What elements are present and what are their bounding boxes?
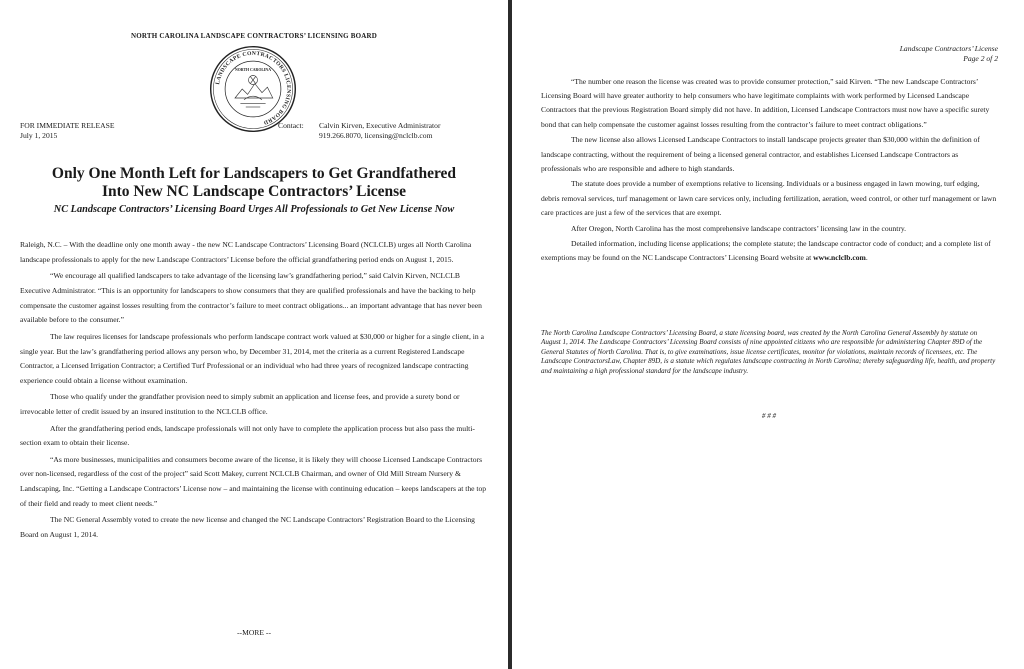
paragraph: “We encourage all qualified landscapers to take advantage of the licensing law’s grandfathering period,” said Calvin Kirven, NCLCLB Executive Administrator. “This is an opportunity for landscapers to show consumers that they are qualified professionals and have the backing to help compensate the customer against losses resulting from the contractor’s failure to meet contract obligations... an important advantage that has never been available before to the consumer.” xyxy=(20,271,482,325)
paragraph-text: Detailed information, including license applications; the complete statute; the landscape contractor code of conduct; and a complete list of exemptions may be found on the NC Landscape Contractors’ Licensing Board website at xyxy=(541,239,991,263)
contact-block xyxy=(278,121,440,141)
release-label: FOR IMMEDIATE RELEASE xyxy=(20,121,115,130)
about-board-paragraph: The North Carolina Landscape Contractors’ Licensing Board, a state licensing board, was created by the North Carolina General Assembly by statute on August 1, 2014. The Landscape Contractors’ Licensing Board consists of nine appointed citizens who are responsible for administering Chapter 89D of the General Statutes of North Carolina. That is, to give examinations, issue license certificates, monitor for violations, maintain records of licensees, etc. The Landscape ContractorsLaw, Chapter 89D, is a statute which regulates landscape contracting in North Carolina; thereby safeguarding life, health, and property and maintaining a high professional standard for the landscape industry. xyxy=(541,329,996,375)
page-2-header xyxy=(900,44,998,64)
contact-details: 919.266.8070, licensing@nclclb.com xyxy=(319,131,433,140)
website-link[interactable]: www.nclclb.com xyxy=(813,253,866,263)
headline-line-1: Only One Month Left for Landscapers to Get Grandfathered xyxy=(51,165,457,182)
paragraph: The new license also allows Licensed Landscape Contractors to install landscape projects greater than $30,000 within the definition of landscape contracting, without the requirement of being a licensed general contractor, and establishes Licensed Landscape Contractors as professionals who are responsible and adhere to high standards. xyxy=(541,135,980,173)
paragraph: After the grandfathering period ends, landscape professionals will not only have to complete the application process but also pass the multi-section exam to obtain their license. xyxy=(20,423,475,448)
paragraph: “The number one reason the license was created was to provide consumer protection,” said Kirven. “The new Landscape Contractors’ Licensing Board will have greater authority to help consumers who have legitimate complaints with work performed by Licensed Landscape Contractors that the previous Registration Board simply did not have. In addition, Licensed Landscape Contractors must now have a specific surety bond that can help compensate the customer against losses resulting from the contractor’s failure to meet contract obligations.” xyxy=(541,77,990,129)
contact-name: Calvin Kirven, Executive Administrator xyxy=(319,121,441,130)
paragraph: The NC General Assembly voted to create the new license and changed the NC Landscape Contractors’ Registration Board to the Licensing Board on August 1, 2014. xyxy=(20,515,475,540)
paragraph xyxy=(541,237,997,265)
more-marker: --MORE -- xyxy=(237,628,271,637)
page-2-header-page: Page 2 of 2 xyxy=(963,54,998,63)
end-mark: # # # xyxy=(761,412,777,420)
page-1-body xyxy=(20,238,490,544)
svg-text:LANDSCAPE CONTRACTORS LICENSIN xyxy=(215,51,291,126)
paragraph: “As more businesses, municipalities and consumers become aware of the license, it is likely they will choose Licensed Landscape Contractors over non-licensed, regardless of the cost of the project” said Scott Makey, current NCLCLB Chairman, and owner of Old Mill Stream Nursery & Landscaping, Inc. “Getting a Landscape Contractors’ License now – and maintaining the license with continuing education – keeps landscapers at the top of their field and ready to meet client needs.” xyxy=(20,454,487,509)
paragraph-end: . xyxy=(865,253,868,263)
page-2-body xyxy=(541,75,997,267)
headline-line-2: Into New NC Landscape Contractors’ License xyxy=(101,183,407,200)
paragraph: After Oregon, North Carolina has the most comprehensive landscape contractors’ licensing law in the country. xyxy=(571,223,907,233)
seal-outer-text: LANDSCAPE CONTRACTORS LICENSING BOARD xyxy=(215,50,292,126)
release-date: July 1, 2015 xyxy=(20,131,58,140)
letterhead: NORTH CAROLINA LANDSCAPE CONTRACTORS’ LICENSING BOARD xyxy=(131,32,377,40)
page-2-header-title: Landscape Contractors’ License xyxy=(899,44,998,53)
paragraph: The statute does provide a number of exemptions relative to licensing. Individuals or a business engaged in lawn mowing, turf edging, debris removal services, turf management or lawn care services only, including fertilization, aeration, weed control, or other turf management or lawn care practices are just a few of the services that are exempt. xyxy=(541,179,997,217)
subheadline: NC Landscape Contractors’ Licensing Board Urges All Professionals to Get New License Now xyxy=(53,204,455,215)
headline xyxy=(10,165,498,201)
paragraph: Raleigh, N.C. – With the deadline only one month away - the new NC Landscape Contractors’ Licensing Board (NCLCLB) urges all North Carolina landscape professionals to apply for the new Landscape Contractors’ License before the official grandfathering period ends on August 1, 2015. xyxy=(20,240,472,264)
paragraph: The law requires licenses for landscape professionals who perform landscape contract work valued at $30,000 or higher for a single client, in a single year. But the law’s grandfathering period allows any person who, by December 31, 2014, met the criteria as a current Registered Landscape Contractor, a Licensed Irrigation Contractor; a Certified Turf Professional or an individual who had three years of recognized landscape contracting experience could obtain a license without examination. xyxy=(20,331,484,386)
release-block xyxy=(20,121,115,141)
contact-label: Contact: xyxy=(278,121,304,130)
press-release-page-1 xyxy=(0,0,508,669)
paragraph: Those who qualify under the grandfather provision need to simply submit an application and license fees, and provide a surety bond or irrevocable letter of credit issued by an insured institution to the NCLCLB office. xyxy=(20,392,460,417)
seal-inner-text: NORTH CAROLINA xyxy=(235,68,271,72)
